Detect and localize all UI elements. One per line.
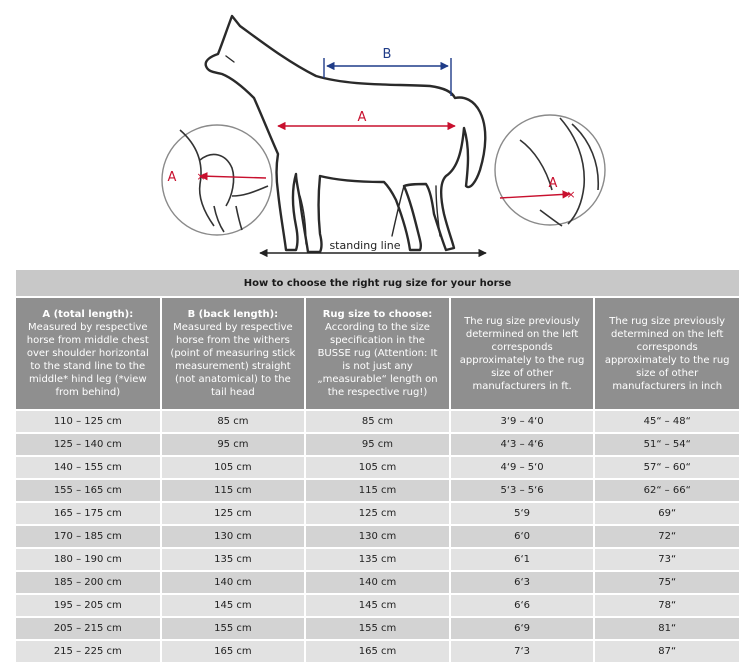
cell-rug-size: 130 cm — [305, 525, 450, 548]
cell-size-ft: 6‘9 — [450, 617, 595, 640]
cell-size-ft: 5‘9 — [450, 502, 595, 525]
cell-rug-size: 85 cm — [305, 410, 450, 433]
cell-rug-size: 115 cm — [305, 479, 450, 502]
svg-text:×: × — [196, 170, 206, 183]
cell-b-length: 105 cm — [161, 456, 306, 479]
header-size-inch — [594, 297, 739, 410]
cell-rug-size: 125 cm — [305, 502, 450, 525]
cell-size-inch: 75“ — [594, 571, 739, 594]
table-row — [16, 433, 739, 456]
cell-size-inch: 72“ — [594, 525, 739, 548]
header-description: According to the size specification in the BUSSE rug (Attention: It is not just any „measurable“ length on the respective rug!) — [317, 322, 438, 398]
chest-detail-circle — [162, 125, 272, 235]
cell-rug-size: 95 cm — [305, 433, 450, 456]
cell-a-length: 215 – 225 cm — [16, 640, 161, 662]
table-row — [16, 525, 739, 548]
cell-a-length: 185 – 200 cm — [16, 571, 161, 594]
cell-b-length: 85 cm — [161, 410, 306, 433]
cell-size-inch: 62“ – 66“ — [594, 479, 739, 502]
label-a-chest: A — [167, 170, 177, 185]
cell-rug-size: 145 cm — [305, 594, 450, 617]
table-row — [16, 548, 739, 571]
label-b: B — [382, 47, 392, 62]
header-bold-label: B (back length): — [187, 309, 279, 320]
cell-size-ft: 6‘6 — [450, 594, 595, 617]
cell-size-ft: 4‘9 – 5‘0 — [450, 456, 595, 479]
cell-b-length: 165 cm — [161, 640, 306, 662]
cell-size-ft: 4‘3 – 4‘6 — [450, 433, 595, 456]
label-a-hindleg: A — [548, 176, 558, 191]
cell-a-length: 170 – 185 cm — [16, 525, 161, 548]
label-a: A — [357, 110, 367, 125]
cell-size-inch: 57“ – 60“ — [594, 456, 739, 479]
cell-a-length: 125 – 140 cm — [16, 433, 161, 456]
header-a-total-length — [16, 297, 161, 410]
header-description: The rug size previously determined on the left corresponds approximately to the rug size of other manufacturers in inch — [604, 315, 730, 392]
cell-b-length: 95 cm — [161, 433, 306, 456]
cell-size-ft: 6‘0 — [450, 525, 595, 548]
header-description: Measured by respective horse from the withers (point of measuring stick measurement) straight (not anatomical) to the tail head — [170, 322, 296, 398]
cell-rug-size: 135 cm — [305, 548, 450, 571]
table-row — [16, 594, 739, 617]
hind-leg-detail-circle — [495, 115, 605, 226]
cell-size-ft: 7‘3 — [450, 640, 595, 662]
table-row — [16, 617, 739, 640]
table-row — [16, 571, 739, 594]
cell-a-length: 140 – 155 cm — [16, 456, 161, 479]
header-size-ft — [450, 297, 595, 410]
header-bold-label: Rug size to choose: — [322, 309, 433, 320]
cell-a-length: 165 – 175 cm — [16, 502, 161, 525]
a-measurement — [278, 110, 455, 126]
cell-size-inch: 87“ — [594, 640, 739, 662]
cell-size-inch: 69“ — [594, 502, 739, 525]
cell-a-length: 180 – 190 cm — [16, 548, 161, 571]
cell-size-inch: 81“ — [594, 617, 739, 640]
cell-b-length: 145 cm — [161, 594, 306, 617]
table-row — [16, 410, 739, 433]
cell-size-ft: 5‘3 – 5‘6 — [450, 479, 595, 502]
cell-size-inch: 73“ — [594, 548, 739, 571]
table-title: How to choose the right rug size for your horse — [16, 270, 739, 297]
cell-b-length: 135 cm — [161, 548, 306, 571]
horse-measurement-diagram — [0, 0, 750, 262]
cell-b-length: 155 cm — [161, 617, 306, 640]
cell-a-length: 205 – 215 cm — [16, 617, 161, 640]
cell-rug-size: 140 cm — [305, 571, 450, 594]
table-row — [16, 502, 739, 525]
cell-size-inch: 78“ — [594, 594, 739, 617]
header-b-back-length — [161, 297, 306, 410]
table-row — [16, 479, 739, 502]
cell-rug-size: 105 cm — [305, 456, 450, 479]
header-bold-label: A (total length): — [42, 309, 134, 320]
header-description: Measured by respective horse from middle chest over shoulder horizontal to the stand line to the middle* hind leg (*view from behind) — [26, 322, 149, 398]
cell-size-ft: 3‘9 – 4‘0 — [450, 410, 595, 433]
label-standing-line: standing line — [329, 239, 401, 252]
b-measurement — [324, 47, 451, 96]
cell-b-length: 115 cm — [161, 479, 306, 502]
cell-a-length: 195 – 205 cm — [16, 594, 161, 617]
cell-a-length: 155 – 165 cm — [16, 479, 161, 502]
cell-size-ft: 6‘3 — [450, 571, 595, 594]
cell-rug-size: 165 cm — [305, 640, 450, 662]
table-row — [16, 456, 739, 479]
header-rug-size — [305, 297, 450, 410]
cell-size-ft: 6‘1 — [450, 548, 595, 571]
cell-b-length: 140 cm — [161, 571, 306, 594]
svg-text:×: × — [566, 188, 576, 201]
header-description: The rug size previously determined on the left corresponds approximately to the rug size of other manufacturers in ft. — [459, 315, 585, 392]
cell-size-inch: 45“ – 48“ — [594, 410, 739, 433]
cell-size-inch: 51“ – 54“ — [594, 433, 739, 456]
table-row — [16, 640, 739, 662]
cell-a-length: 110 – 125 cm — [16, 410, 161, 433]
size-table — [16, 270, 739, 662]
size-chart — [16, 270, 739, 662]
cell-rug-size: 155 cm — [305, 617, 450, 640]
cell-b-length: 130 cm — [161, 525, 306, 548]
cell-b-length: 125 cm — [161, 502, 306, 525]
